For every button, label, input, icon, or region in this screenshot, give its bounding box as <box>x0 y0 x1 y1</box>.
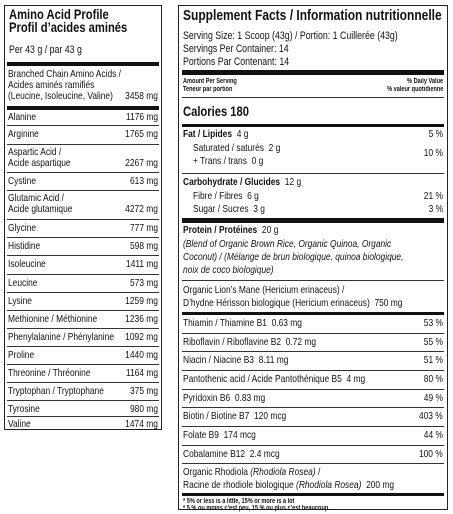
amino-row: Alanine 1176 mg <box>8 111 158 123</box>
amino-row: Proline 1440 mg <box>8 349 158 361</box>
amino-per-serving: Per 43 g / par 43 g <box>9 44 82 56</box>
supplement-facts-panel: Supplement Facts / Information nutritionnelle Serving Size: 1 Scoop (43g) / Portion: 1 Cuillerée (43g) Servings Per Container: 14 Portions Par Contenant: 14 Amount Per Serving Teneur par portion % Daily Value % valeur quotidienne Calories 180 Fat / Lipides 4 g 5 % Saturated / saturés 2 g 10 % + Trans / trans 0 g Carbohydrate / Glucides 12 g Fibre / Fibres 6 g 21 % Sugar / Sucres 3 g 3 % Protein / Protéines 20 g (Blend of Organic Brown Rice, Organic Quinoa, Organic Coconut) / (Mélange de brun biologique, quinoa biologique, noix de coco biologique) Organic Lion’s Mane (Hericium erinaceus) / D’hydne Hérisson biologique (Hericium erinaceus) 750 mg Thiamin / Thiamine B1 0.63 mg 53 % Riboflavin / Riboflavine B2 0.72 mg 55 % Niacin / Niacine B3 8.11 mg 51 % Pantothenic acid / Acide Pantothénique B5 4 mg 80 % Pyridoxin B6 0.83 mg 49 % Biotin / Biotine B7 120 mcg 403 % Folate B9 174 mcg 44 % Cobalamine B12 2.4 mcg 100 % Organic Rhodiola (Rhodiola Rosea) / Racine de rhodiole biologique (Rhodiola Rosea) 200 mg * 5% or less is a little, 15% or more is a lot * 5 % ou moins c’est peu, 15 % ou plus c’est beaucoup <box>178 5 448 510</box>
amino-row: Glycine 777 mg <box>8 222 158 234</box>
amino-row: Acide aspartique 2267 mg <box>8 157 158 169</box>
footnote-fr: * 5 % ou moins c’est peu, 15 % ou plus c’est beaucoup <box>183 505 329 512</box>
amino-row: Cystine 613 mg <box>8 175 158 187</box>
amino-row: Aspartic Acid / <box>8 146 62 158</box>
amino-row: Tyrosine 980 mg <box>8 403 158 415</box>
serving-size: Serving Size: 1 Scoop (43g) / Portion: 1 Cuillerée (43g) <box>183 30 398 42</box>
footnote: * 5% or less is a little, 15% or more is a lot <box>183 498 295 505</box>
amino-row: Tryptophan / Tryptophane 375 mg <box>8 385 158 397</box>
divider <box>7 62 159 66</box>
amino-row: Threonine / Thréonine 1164 mg <box>8 367 158 379</box>
amino-row: Acide glutamique 4272 mg <box>8 203 158 215</box>
daily-value-header: % Daily Value % valeur quotidienne <box>386 78 443 93</box>
amount-per-serving: Amount Per Serving Teneur par portion <box>183 78 237 93</box>
amino-title <box>9 8 157 34</box>
portions-per-container: Portions Par Contenant: 14 <box>183 56 290 68</box>
amino-row: Glutamic Acid / <box>8 192 65 204</box>
amino-row: Methionine / Méthionine 1236 mg <box>8 313 158 325</box>
divider <box>7 106 159 110</box>
amino-row: Leucine 573 mg <box>8 277 158 289</box>
amino-title-en: Amino Acid Profile <box>9 6 109 22</box>
servings-per-container: Servings Per Container: 14 <box>183 43 289 55</box>
amino-row: Lysine 1259 mg <box>8 295 158 307</box>
calories: Calories 180 <box>183 103 249 119</box>
amino-row: Arginine 1765 mg <box>8 128 158 140</box>
amino-row: Phenylalanine / Phénylanine 1092 mg <box>8 331 158 343</box>
amino-row: Histidine 598 mg <box>8 240 158 252</box>
supplement-title: Supplement Facts / Information nutritionnelle <box>183 7 442 24</box>
amino-row: Valine 1474 mg <box>8 418 158 430</box>
amino-title-fr: Profil d’acides aminés <box>9 19 128 35</box>
amino-row: Isoleucine 1411 mg <box>8 258 158 270</box>
amino-acid-profile-panel: Amino Acid Profile Profil d’acides aminés Per 43 g / par 43 g Branched Chain Amino Acids / Acides aminés ramifiés (Leucine, Isoleucine, Valine) 3458 mg Alanine 1176 mg Arginine 1765 mg Aspartic Acid / Acide aspartique 2267 mg Cystine 613 mg Glutamic Acid / Acide glutamique 4272 mg Glycine 777 mg Histidine 598 mg Isoleucine 1411 mg Leucine 573 mg Lysine 1259 mg Methionine / Méthionine 1236 mg Phenylalanine / Phénylanine 1092 mg Proline 1440 mg Threonine / Thréonine 1164 mg Tryptophan / Tryptophane 375 mg Tyrosine 980 mg Valine 1474 mg <box>4 5 162 430</box>
